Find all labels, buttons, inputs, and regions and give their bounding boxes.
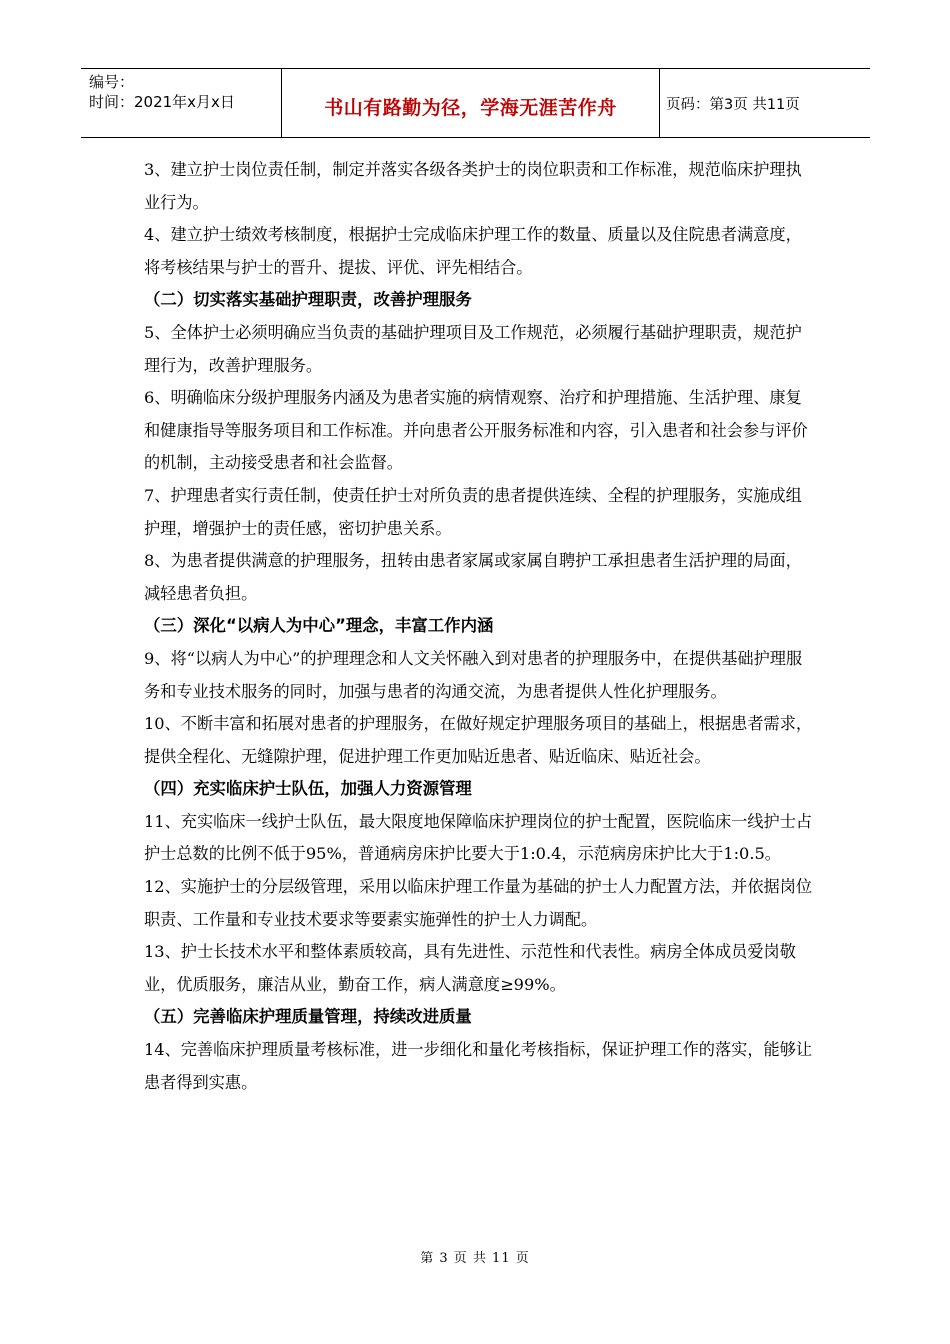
paragraph-12: 12、实施护士的分层级管理，采用以临床护理工作量为基础的护士人力配置方法，并依据岗位职责、工作量和专业技术要求等要素实施弹性的护士人力调配。: [144, 877, 813, 929]
page-header: [81, 68, 870, 138]
paragraph-8: 8、为患者提供满意的护理服务，扭转由患者家属或家属自聘护工承担患者生活护理的局面，减轻患者负担。: [144, 551, 802, 603]
paragraph-7: 7、护理患者实行责任制，使责任护士对所负责的患者提供连续、全程的护理服务，实施成组护理，增强护士的责任感，密切护患关系。: [144, 485, 802, 538]
paragraph-10: 10、不断丰富和拓展对患者的护理服务，在做好规定护理服务项目的基础上，根据患者需求，提供全程化、无缝隙护理，促进护理工作更加贴近患者、贴近临床、贴近社会。: [144, 714, 813, 766]
paragraph-4: 4、建立护士绩效考核制度，根据护士完成临床护理工作的数量、质量以及住院患者满意度，将考核结果与护士的晋升、提拔、评优、评先相结合。: [144, 225, 802, 277]
paragraph-9: 9、将“以病人为中心”的护理理念和人文关怀融入到对患者的护理服务中，在提供基础护理服务和专业技术服务的同时，加强与患者的沟通交流，为患者提供人性化护理服务。: [144, 648, 803, 701]
header-meta-cell: [81, 69, 282, 137]
section-heading-3: （三）深化“以病人为中心”理念，丰富工作内涵: [144, 616, 494, 636]
header-page-info: 页码：第3页 共11页: [666, 96, 800, 113]
section-heading-4: （四）充实临床护士队伍，加强人力资源管理: [144, 779, 472, 799]
header-motto-cell: [282, 69, 660, 137]
paragraph-3: 3、建立护士岗位责任制，制定并落实各级各类护士的岗位职责和工作标准，规范临床护理执业行为。: [144, 160, 802, 212]
paragraph-5: 5、全体护士必须明确应当负责的基础护理项目及工作规范，必须履行基础护理职责，规范护理行为，改善护理服务。: [144, 322, 802, 375]
paragraph-13: 13、护士长技术水平和整体素质较高，具有先进性、示范性和代表性。病房全体成员爱岗敬业，优质服务，廉洁从业，勤奋工作，病人满意度≥99%。: [144, 942, 796, 994]
document-code-label: 编号：: [89, 73, 135, 91]
paragraph-11: 11、充实临床一线护士队伍，最大限度地保障临床护理岗位的护士配置，医院临床一线护士占护士总数的比例不低于95%，普通病房床护比要大于1:0.4，示范病房床护比大于1:0.5。: [144, 811, 813, 864]
header-page-cell: [660, 69, 870, 137]
document-time-label: 时间：2021年x月x日: [89, 93, 235, 111]
document-body: [144, 154, 814, 1099]
paragraph-6: 6、明确临床分级护理服务内涵及为患者实施的病情观察、治疗和护理措施、生活护理、康复和健康指导等服务项目和工作标准。并向患者公开服务标准和内容，引入患者和社会参与评价的机制，主动接受患者和社会监督。: [144, 388, 808, 473]
paragraph-14: 14、完善临床护理质量考核标准，进一步细化和量化考核指标，保证护理工作的落实，能够让患者得到实惠。: [144, 1040, 813, 1092]
footer-page-number: 第 3 页 共 11 页: [420, 1251, 530, 1266]
page-footer: [0, 1247, 950, 1266]
section-heading-2: （二）切实落实基础护理职责，改善护理服务: [144, 290, 472, 310]
section-heading-5: （五）完善临床护理质量管理，持续改进质量: [144, 1007, 472, 1027]
header-motto: 书山有路勤为径，学海无涯苦作舟: [324, 96, 617, 119]
